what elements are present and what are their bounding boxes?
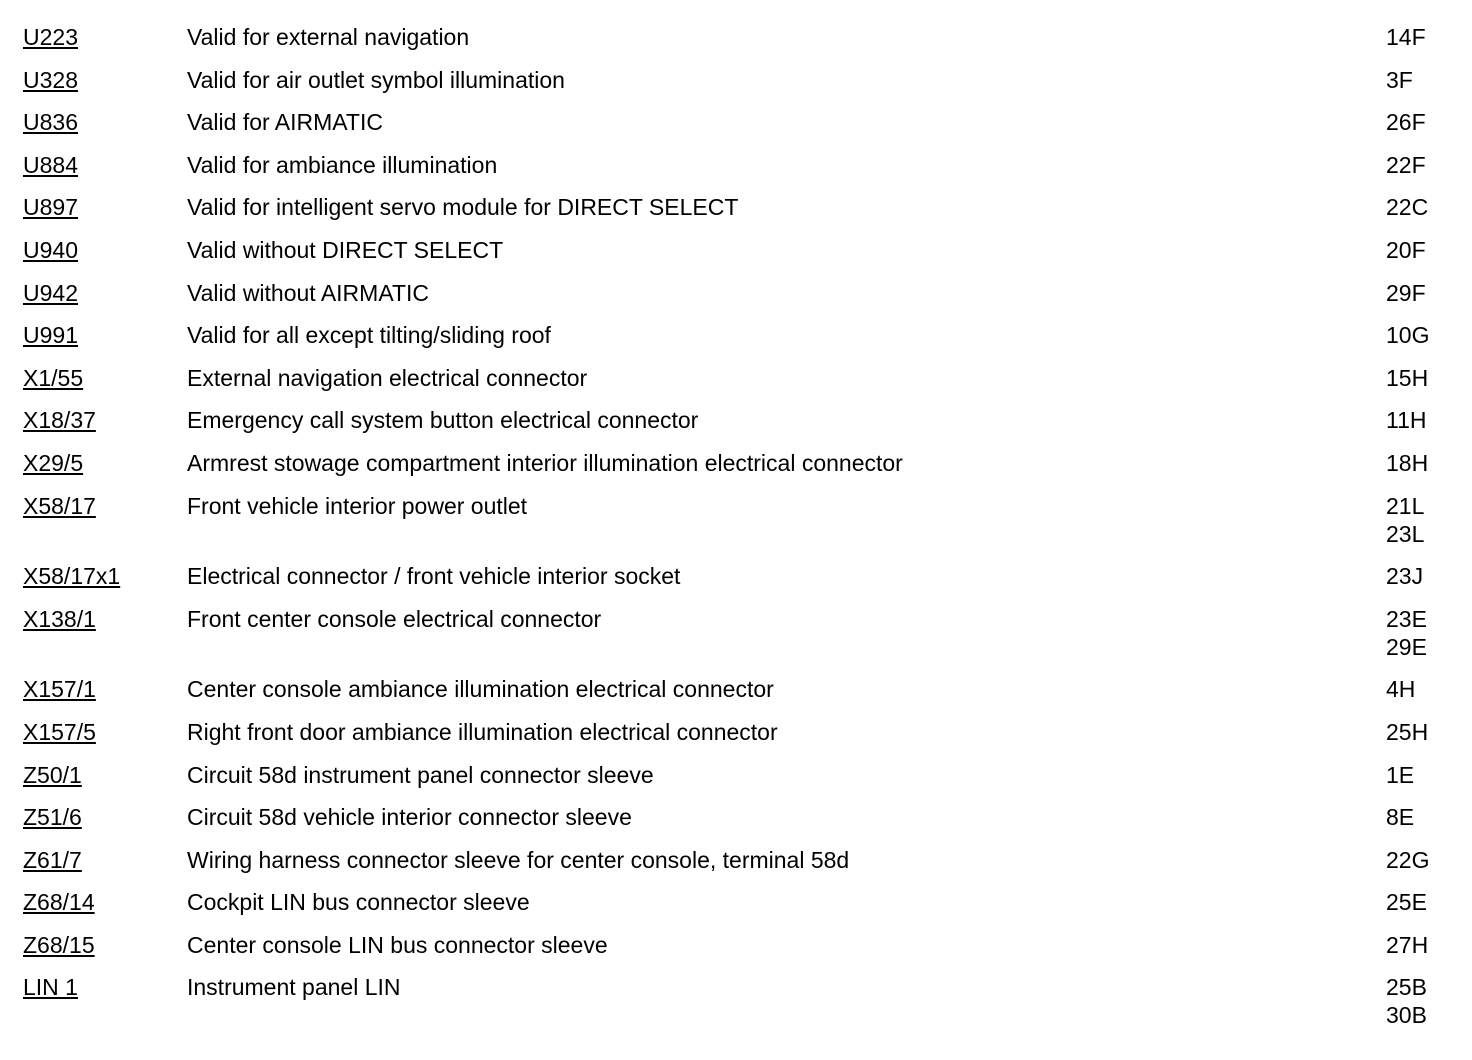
grid-location-value: 23L [1386,520,1425,547]
grid-location-value: 14F [1386,24,1426,50]
grid-location [1386,193,1428,221]
grid-location [1386,66,1413,94]
component-description: Valid for all except tilting/sliding roof [187,322,551,349]
component-code-link[interactable]: U897 [23,194,78,221]
component-code-link[interactable]: X138/1 [23,605,96,632]
component-description: Emergency call system button electrical connector [187,407,699,434]
grid-location [1386,846,1429,874]
grid-location [1386,108,1426,136]
component-description: Instrument panel LIN [187,974,401,1001]
component-code-link[interactable]: U836 [23,109,78,136]
grid-location [1386,675,1415,703]
legend-row [0,23,1472,66]
component-description: External navigation electrical connector [187,364,588,391]
component-description: Front center console electrical connector [187,605,602,632]
grid-location-value: 15H [1386,364,1429,391]
component-code-link[interactable]: U942 [23,279,78,306]
legend-row [0,973,1472,1044]
component-code-link[interactable]: X58/17 [23,492,96,519]
component-code-link[interactable]: U328 [23,66,78,93]
grid-location [1386,236,1426,264]
grid-location [1386,279,1426,307]
legend-row [0,193,1472,236]
grid-location-value: 30B [1386,1002,1427,1029]
grid-location [1386,406,1427,434]
legend-row [0,562,1472,605]
grid-location [1386,562,1423,590]
legend-row [0,846,1472,889]
grid-location-value: 27H [1386,931,1429,958]
legend-row [0,108,1472,151]
grid-location-value: 3F [1386,66,1413,93]
grid-location-value: 25H [1386,718,1429,745]
legend-row [0,66,1472,109]
component-description: Valid for air outlet symbol illumination [187,66,565,93]
legend-row [0,236,1472,279]
component-code-link[interactable]: LIN 1 [23,974,78,1001]
component-code-link[interactable]: X157/1 [23,676,96,703]
component-description: Valid for AIRMATIC [187,109,383,136]
grid-location [1386,931,1428,959]
component-code-link[interactable]: X157/5 [23,718,96,745]
legend-row [0,364,1472,407]
component-legend [0,23,1472,1044]
component-description: Valid for intelligent servo module for DIRECT SELECT [187,194,739,221]
grid-location [1386,605,1427,661]
grid-location [1386,718,1428,746]
legend-row [0,888,1472,931]
component-description: Center console ambiance illumination electrical connector [187,676,774,703]
grid-location-value: 29E [1386,633,1427,660]
component-description: Wiring harness connector sleeve for center console, terminal 58d [187,846,850,873]
component-description: Armrest stowage compartment interior illumination electrical connector [187,449,903,476]
grid-location-value: 22C [1386,194,1429,221]
grid-location [1386,888,1427,916]
grid-location-value: 11H [1386,407,1427,434]
legend-row [0,931,1472,974]
grid-location-value: 25E [1386,889,1427,916]
component-code-link[interactable]: X29/5 [23,449,84,476]
grid-location-value: 25B [1386,974,1427,1001]
grid-location-value: 29F [1386,279,1426,306]
component-description: Circuit 58d vehicle interior connector sleeve [187,804,632,831]
legend-row [0,151,1472,194]
grid-location-value: 1E [1386,761,1415,788]
grid-location-value: 20F [1386,236,1426,263]
grid-location [1386,973,1427,1029]
component-description: Electrical connector / front vehicle interior socket [187,563,681,590]
legend-row [0,761,1472,804]
grid-location [1386,151,1426,179]
legend-row [0,675,1472,718]
grid-location-value: 8E [1386,804,1415,831]
grid-location-value: 23J [1386,563,1424,590]
component-code-link[interactable]: U940 [23,236,78,263]
legend-row [0,803,1472,846]
component-code-link[interactable]: Z51/6 [23,804,82,831]
grid-location [1386,492,1424,548]
component-code-link[interactable]: X58/17x1 [23,563,121,590]
component-code-link[interactable]: Z68/15 [23,931,95,958]
grid-location-value: 4H [1386,676,1416,703]
grid-location [1386,364,1428,392]
component-code-link[interactable]: Z50/1 [23,761,82,788]
legend-row [0,605,1472,676]
grid-location-value: 23E [1386,605,1427,632]
grid-location-value: 21L [1386,492,1425,519]
component-description: Valid for external navigation [187,24,470,50]
component-description: Valid for ambiance illumination [187,151,498,178]
grid-location [1386,23,1426,51]
component-description: Circuit 58d instrument panel connector sleeve [187,761,654,788]
grid-location-value: 22G [1386,846,1430,873]
component-code-link[interactable]: U884 [23,151,78,178]
component-description: Right front door ambiance illumination electrical connector [187,718,778,745]
legend-row [0,718,1472,761]
legend-row [0,279,1472,322]
legend-row [0,406,1472,449]
component-description: Front vehicle interior power outlet [187,492,528,519]
component-description: Center console LIN bus connector sleeve [187,931,608,958]
grid-location-value: 18H [1386,449,1429,476]
component-description: Cockpit LIN bus connector sleeve [187,889,530,916]
grid-location-value: 10G [1386,322,1430,349]
component-code-link[interactable]: X1/55 [23,364,84,391]
component-description: Valid without DIRECT SELECT [187,236,504,263]
grid-location-value: 22F [1386,151,1426,178]
component-code-link[interactable]: Z68/14 [23,889,95,916]
component-code-link[interactable]: U223 [23,24,78,50]
legend-row [0,321,1472,364]
grid-location [1386,321,1429,349]
component-code-link[interactable]: U991 [23,322,78,349]
component-code-link[interactable]: Z61/7 [23,846,82,873]
grid-location [1386,761,1414,789]
grid-location [1386,803,1414,831]
component-description: Valid without AIRMATIC [187,279,430,306]
grid-location [1386,449,1428,477]
legend-row [0,449,1472,492]
grid-location-value: 26F [1386,109,1426,136]
legend-row [0,492,1472,563]
component-code-link[interactable]: X18/37 [23,407,96,434]
